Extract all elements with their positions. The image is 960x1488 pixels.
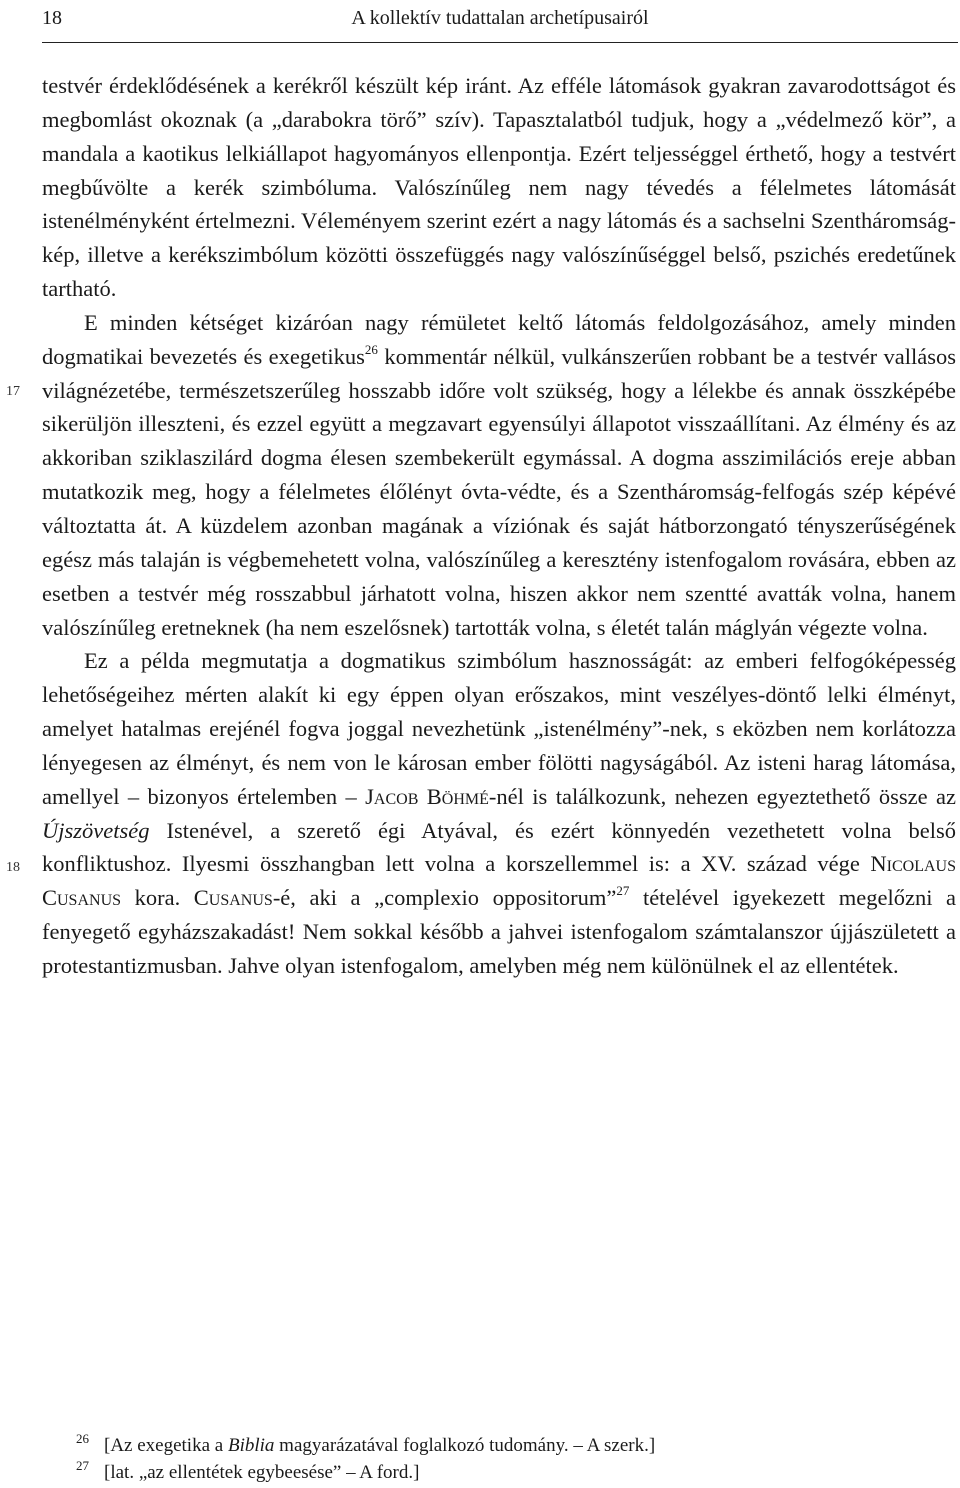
- footnote-italic: Biblia: [227, 1435, 275, 1456]
- running-head: [42, 2, 958, 34]
- name-jacob-bohme: Jacob Böhmé: [365, 783, 489, 809]
- footnote-text-b: magyarázatával foglalkozó tudomány. – A szerk.]: [274, 1435, 656, 1456]
- body-text: [42, 69, 956, 983]
- title-ujszovetseg: Újszövetség: [42, 817, 150, 843]
- footnote-text-a: [Az exegetika a: [104, 1435, 228, 1456]
- paragraph-3-text-a: Ez a példa megmutatja a dogmatikus szimbólum hasznosságát: az emberi felfogóképesség lehetőségeihez mérten alakít ki egy éppen olyan erőszakos, mint veszélyes-döntő lelki élményt, amelyet hatalmas erejénél fogva joggal nevezhetünk „istenélmény”-nek, s eközben nem korlátozza lényegesen az élményt, és nem von le károsan ember fölötti nagyságából. Az isteni harag látomása, amellyel – bizonyos értelemben –: [42, 648, 956, 809]
- paragraph-2: [42, 306, 956, 644]
- running-title: A kollektív tudattalan archetípusairól: [351, 7, 649, 29]
- name-cusanus: Cusanus: [193, 885, 273, 911]
- footnote-27: [76, 1459, 936, 1486]
- paragraph-3: [42, 644, 956, 982]
- footnotes: [76, 1432, 936, 1486]
- footnote-text-a: [lat. „az ellentétek egybeesése” – A ford.]: [104, 1462, 420, 1483]
- name-nicolaus-cusanus: Nicolaus Cusanus: [42, 851, 956, 911]
- paragraph-3-text-e: -é, aki a „complexio oppositorum”: [272, 885, 617, 911]
- paragraph-3-text-f: tételével igyekezett megelőzni a fenyegető egyházszakadást! Nem sokkal később a jahvei istenfogalom számtalanszor újjászületett a protestantizmusban. Jahve olyan istenfogalom, amelyben még nem különülnek el az ellentétek.: [42, 885, 957, 978]
- paragraph-3-text-b: -nél is találkozunk, nehezen egyeztethető össze az: [488, 783, 956, 809]
- margin-number-17: 17: [6, 384, 20, 399]
- footnote-ref-26[interactable]: 26: [364, 341, 378, 357]
- paragraph-1: testvér érdeklődésének a kerékről készült kép iránt. Az efféle látomások gyakran zavarodottságot és megbomlást okoznak (a „darabokra törő” szív). Tapasztalatból tudjuk, hogy a „védelmező kör”, a mandala a kaotikus lelkiállapot hagyományos ellenpontja. Ezért teljességgel érthető, hogy a testvért megbűvölte a kerék szimbóluma. Valószínűleg nem nagy tévedés a félelmetes látomását istenélményként értelmezni. Véleményem szerint ezért a nagy látomás és a sachselni Szentháromság-kép, illetve a kerékszimbólum közötti összefüggés nagy valószínűséggel belső, pszichés eredetűnek tartható.: [42, 73, 956, 302]
- paragraph-2-text-a: E minden kétséget kizáróan nagy rémületet keltő látomás feldolgozásához, amely minden dogmatikai bevezetés és exegetikus: [42, 309, 956, 369]
- paragraph-2-text-b: kommentár nélkül, vulkánszerűen robbant be a testvér vallásos világnézetébe, természetszerűleg hosszabb időre volt szükség, hogy a lélekbe és annak összképébe sikerüljön illeszteni, és ezzel együtt a megzavart egyensúlyi állapotot visszaállítani. Az élmény és az akkoriban sziklaszilárd dogma élesen szembekerült egymással. A dogma asszimilációs ereje abban mutatkozik meg, hogy a félelmetes élőlényt óvta-védte, és a Szentháromság-felfogás szép képévé változtatta át. A küzdelem azonban magának a víziónak és saját hátborzongató tényszerűségének egész más talaján is végbemehetett volna, valószínűleg a keresztény istenfogalom rovására, ebben az esetben a testvér még rosszabbul járhatott volna, hiszen akkor nem szentté avatták volna, hanem valószínűleg eretneknek (ha nem eszelősnek) tartották volna, s életét talán máglyán végezte volna.: [42, 343, 956, 640]
- header-rule: [42, 42, 958, 43]
- footnote-number: 26: [76, 1431, 89, 1446]
- footnote-ref-27[interactable]: 27: [616, 883, 630, 899]
- footnote-number: 27: [76, 1458, 89, 1473]
- paragraph-3-text-d: kora.: [121, 885, 194, 911]
- paragraph-3-text-c: Istenével, a szerető égi Atyával, és ezért könnyedén vezethetett volna belső konfliktushoz. Ilyesmi összhangban lett volna a korszellemmel is: a XV. század vége: [42, 817, 956, 877]
- margin-number-18: 18: [6, 860, 20, 875]
- footnote-26: [76, 1432, 936, 1459]
- page-number: 18: [42, 7, 62, 29]
